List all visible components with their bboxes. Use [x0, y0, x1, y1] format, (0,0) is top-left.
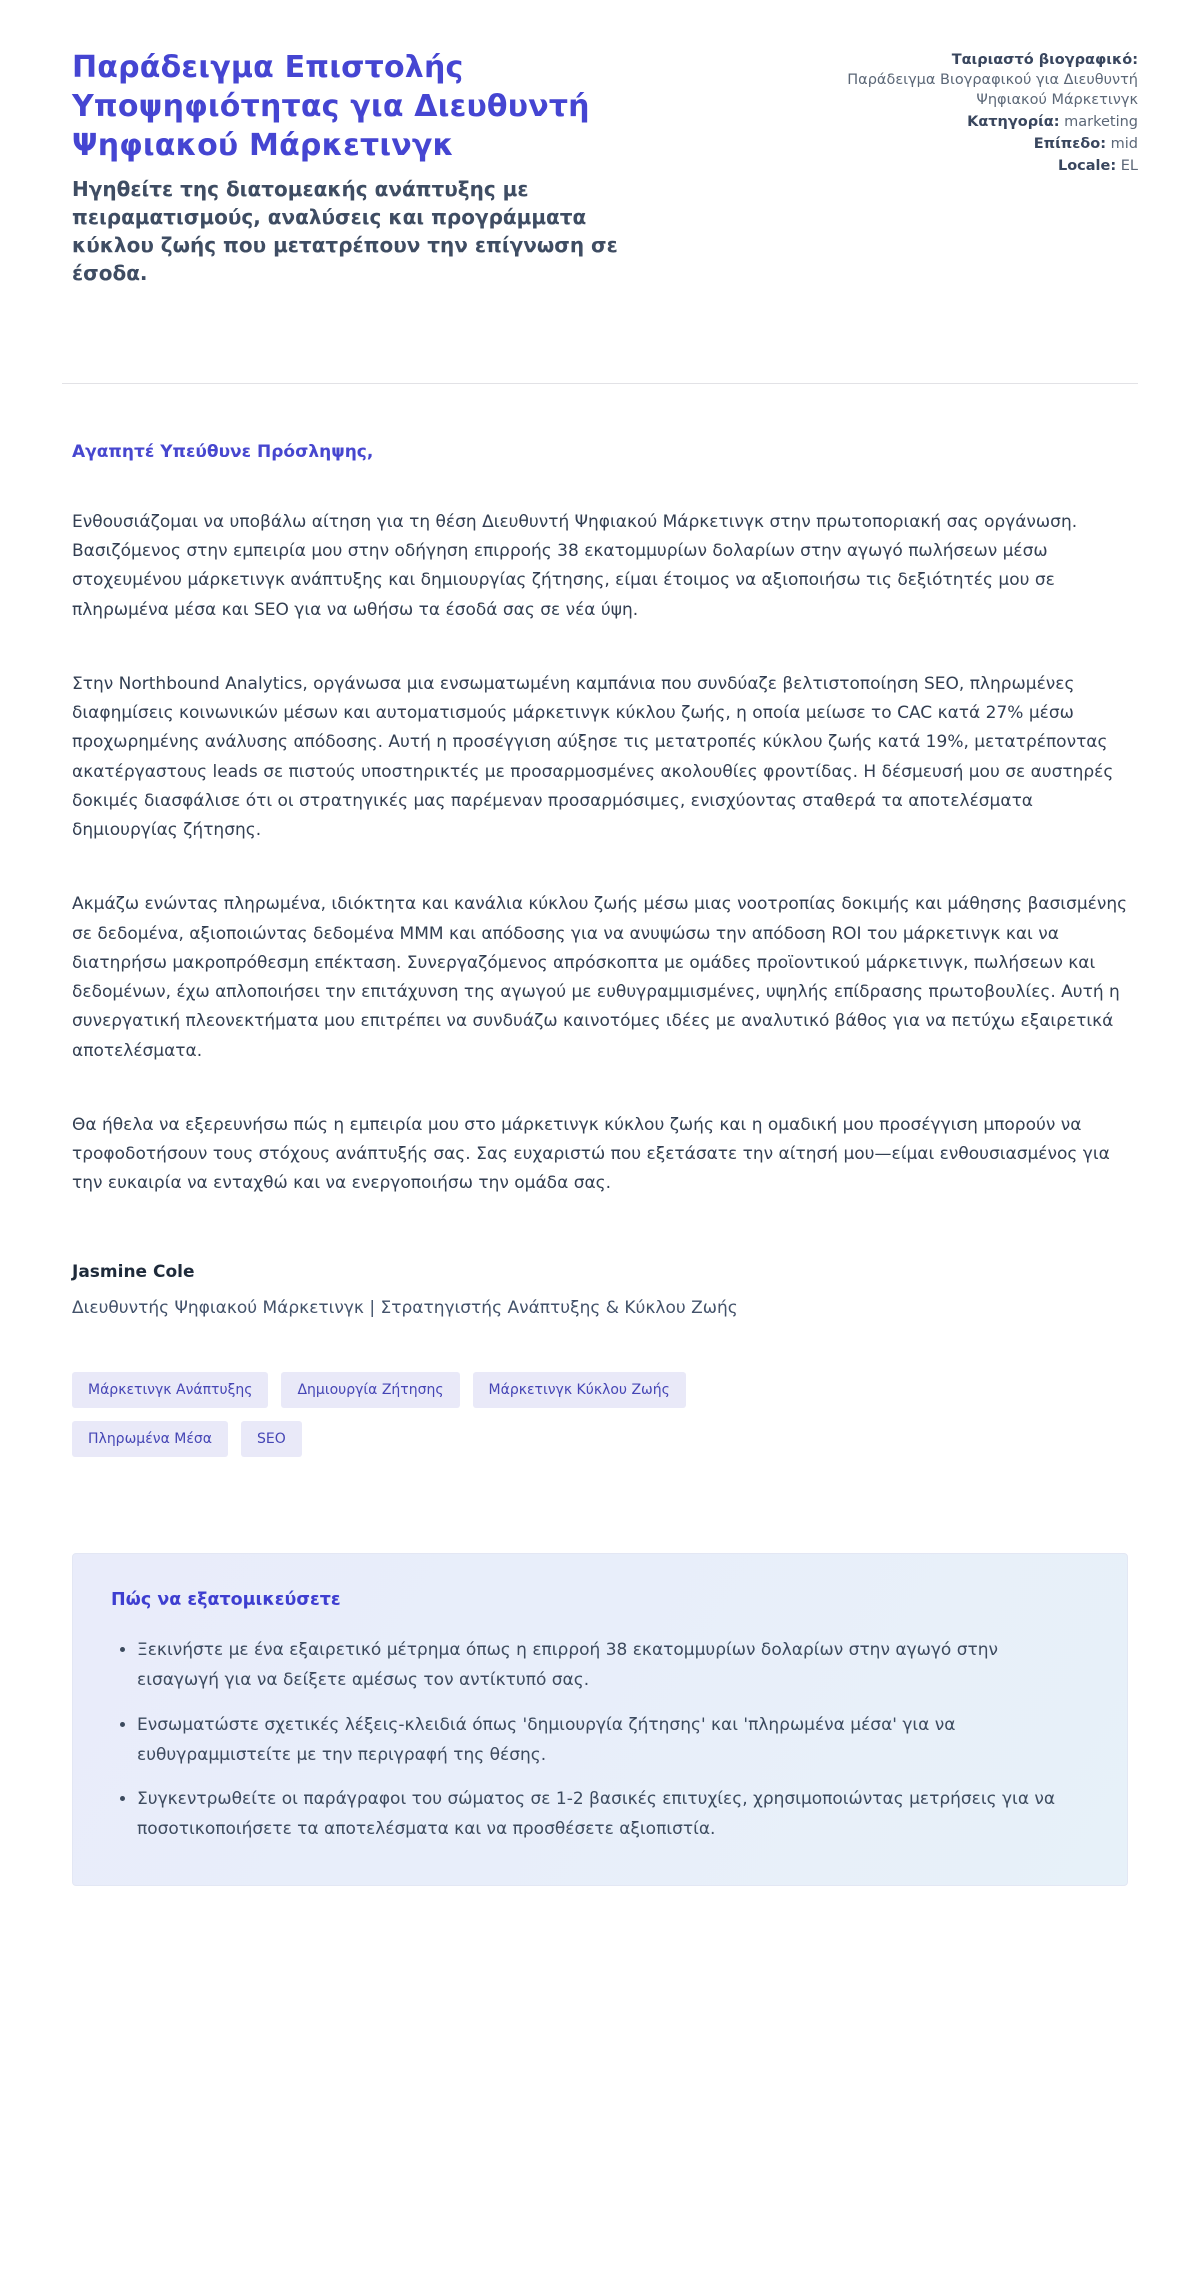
- callout-bullet-2: • Ενσωματώστε σχετικές λέξεις-κλειδιά όπως 'δημιουργία ζήτησης' και 'πληρωμένα μέσα' για να ευθυγραμμιστείτε με την περιγραφή της θέσης.: [137, 1711, 1067, 1771]
- meta-level: [828, 134, 1138, 154]
- page-subtitle: Ηγηθείτε της διατομεακής ανάπτυξης με πειραματισμούς, αναλύσεις και προγράμματα κύκλου ζωής που μετατρέπουν την επίγνωση σε έσοδα.: [72, 177, 618, 285]
- meta-matching-resume: [828, 50, 1138, 110]
- letter-paragraph-1: Ενθουσιάζομαι να υποβάλω αίτηση για τη θέση Διευθυντή Ψηφιακού Μάρκετινγκ στην πρωτοποριακή σας οργάνωση. Βασιζόμενος στην εμπειρία μου στην οδήγηση επιρροής 38 εκατομμυρίων δολαρίων στην αγωγό πωλήσεων μέσω στοχευμένου μάρκετινγκ ανάπτυξης και δημιουργίας ζήτησης, είμαι έτοιμος να αξιοποιήσω τις δεξιότητές μου σε πληρωμένα μέσα και SEO για να ωθήσω τα έσοδά σας σε νέα ύψη.: [72, 512, 1078, 620]
- meta-locale: [828, 156, 1138, 176]
- callout-heading: Πώς να εξατομικεύσετε: [111, 1590, 341, 1611]
- callout-bullet-3: • Συγκεντρωθείτε οι παράγραφοι του σώματος σε 1-2 βασικές επιτυχίες, χρησιμοποιώντας μετρήσεις για να ποσοτικοποιήσετε τα αποτελέσματα και να προσθέσετε αξιοπιστία.: [137, 1785, 1067, 1845]
- header-title-block: [72, 48, 642, 287]
- meta-category-label: Κατηγορία:: [967, 114, 1060, 130]
- tag-growth-marketing[interactable]: Μάρκετινγκ Ανάπτυξης: [72, 1372, 268, 1408]
- tag-demand-generation[interactable]: Δημιουργία Ζήτησης: [281, 1372, 459, 1408]
- letter-greeting: Αγαπητέ Υπεύθυνε Πρόσληψης,: [72, 442, 374, 462]
- signature-name: Jasmine Cole: [72, 1262, 195, 1283]
- meta-matching-resume-label: Ταιριαστό βιογραφικό:: [951, 52, 1138, 68]
- content-container: [62, 48, 1138, 1886]
- letter-paragraph-3: Ακμάζω ενώντας πληρωμένα, ιδιόκτητα και κανάλια κύκλου ζωής μέσω μιας νοοτροπίας δοκιμής και μάθησης βασισμένης σε δεδομένα, αξιοποιώντας δεδομένα MMM και απόδοσης για να ανυψώσω την απόδοση ROI του μάρκετινγκ και να διατηρήσω μακροπρόθεσμη επέκταση. Συνεργαζόμενος απρόσκοπτα με ομάδες προϊοντικού μάρκετινγκ, πωλήσεων και δεδομένων, έχω απλοποιήσει την επιτάχυνση της αγωγού με ευθυγραμμισμένες, υψηλής επίδρασης πρωτοβουλίες. Αυτή η συνεργατική πλεονεκτήματα μου επιτρέπει να συνδυάζω καινοτόμες ιδέες με αναλυτικό βάθος για να πετύχω εξαιρετικά αποτελέσματα.: [72, 894, 1128, 1061]
- page-title: Παράδειγμα Επιστολής Υποψηφιότητας για Διευθυντή Ψηφιακού Μάρκετινγκ: [72, 50, 590, 163]
- callout-bullet-list: [111, 1636, 1089, 1845]
- meta-category: [828, 112, 1138, 132]
- callout-bullet-1: • Ξεκινήστε με ένα εξαιρετικό μέτρημα όπως η επιρροή 38 εκατομμυρίων δολαρίων στην αγωγό στην εισαγωγή για να δείξετε αμέσως τον αντίκτυπό σας.: [137, 1636, 1067, 1696]
- letter-paragraph-2: Στην Northbound Analytics, οργάνωσα μια ενσωματωμένη καμπάνια που συνδύαζε βελτιστοποίηση SEO, πληρωμένες διαφημίσεις κοινωνικών μέσων και αυτοματισμούς μάρκετινγκ κύκλου ζωής, η οποία μείωσε το CAC κατά 27% μέσω προχωρημένης ανάλυσης απόδοσης. Αυτή η προσέγγιση αύξησε τις μετατροπές κύκλου ζωής κατά 19%, μετατρέποντας ακατέργαστους leads σε πιστούς υποστηρικτές με προσαρμοσμένες ακολουθίες φροντίδας. Η δέσμευσή μου σε αυστηρές δοκιμές διασφάλισε ότι οι στρατηγικές μας παρέμεναν προσαρμόσιμες, ενισχύοντας σταθερά τα αποτελέσματα δημιουργίας ζήτησης.: [72, 673, 1114, 841]
- letter-body: [62, 384, 1138, 1886]
- signature-title: Διευθυντής Ψηφιακού Μάρκετινγκ | Στρατηγιστής Ανάπτυξης & Κύκλου Ζωής: [72, 1298, 738, 1319]
- tag-seo[interactable]: SEO: [241, 1421, 302, 1457]
- meta-level-label: Επίπεδο:: [1033, 136, 1107, 152]
- customization-callout: [72, 1553, 1128, 1886]
- letter-paragraph-4: Θα ήθελα να εξερευνήσω πώς η εμπειρία μου στο μάρκετινγκ κύκλου ζωής και η ομαδική μου προσέγγιση μπορούν να τροφοδοτήσουν τους στόχους ανάπτυξής σας. Σας ευχαριστώ που εξετάσατε την αίτησή μου—είμαι ενθουσιασμένος για την ευκαιρία να ενταχθώ και να ενεργοποιήσω την ομάδα σας.: [72, 1114, 1110, 1194]
- tag-lifecycle-marketing[interactable]: Μάρκετινγκ Κύκλου Ζωής: [473, 1372, 686, 1408]
- meta-category-value: marketing: [1064, 114, 1138, 130]
- page-header: [62, 48, 1138, 287]
- meta-locale-label: Locale:: [1057, 158, 1117, 174]
- tag-list: [72, 1372, 792, 1457]
- tag-paid-media[interactable]: Πληρωμένα Μέσα: [72, 1421, 228, 1457]
- meta-panel: [828, 50, 1138, 178]
- meta-locale-value: EL: [1120, 158, 1138, 174]
- meta-matching-resume-value[interactable]: Παράδειγμα Βιογραφικού για Διευθυντή Ψηφιακού Μάρκετινγκ: [847, 72, 1138, 108]
- meta-level-value: mid: [1110, 136, 1138, 152]
